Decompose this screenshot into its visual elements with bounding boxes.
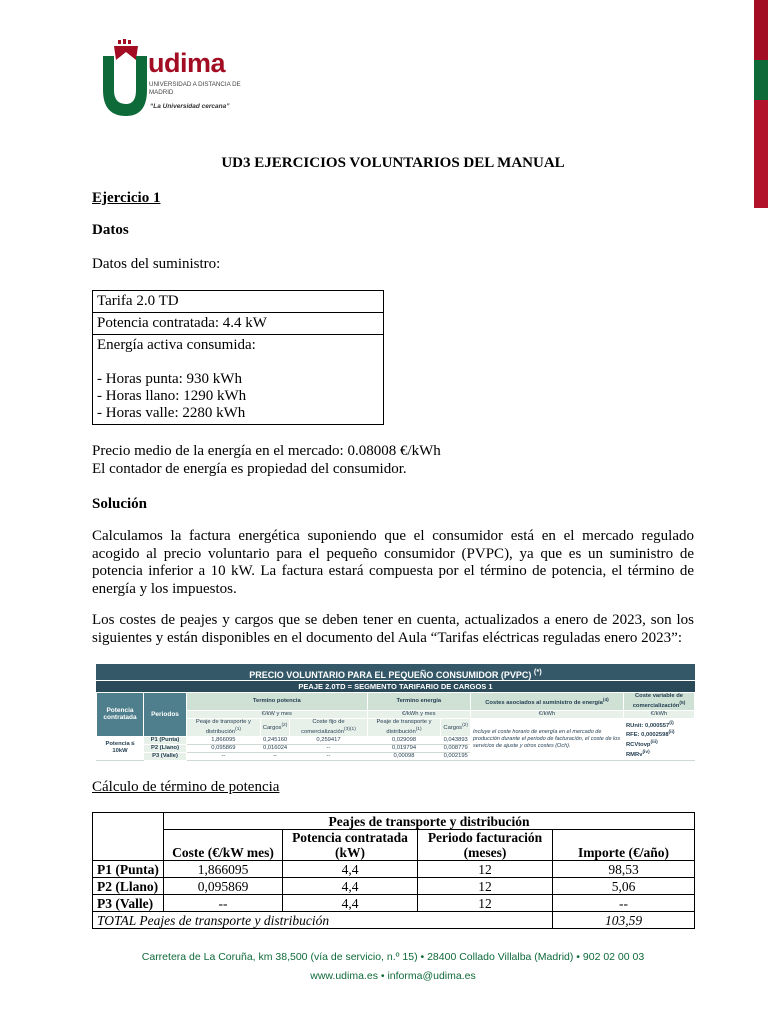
pvpc-variable-item-label: RFE: 0,0002598	[626, 732, 669, 739]
calc-row-periodo: 12	[418, 878, 553, 895]
pvpc-row-cargos-e: 0,043893	[441, 736, 471, 744]
paragraph-1: Calculamos la factura energética suponiendo que el consumidor está en el mercado regulado acogido al precio voluntario para el pequeño consumidor (PVPC), ya que es un suministro de potencia inferior a 10 kW. La factura estará compuesta por el término de potencia, el término de energía y los impuestos.	[92, 528, 694, 597]
calc-row-label: P3 (Valle)	[93, 895, 164, 912]
solucion-heading: Solución	[92, 496, 148, 512]
paragraph-2: Los costes de peajes y cargos que se deben tener en cuenta, actualizados a enero de 2023, son los siguientes y están disponibles en el documento del Aula “Tarifas eléctricas reguladas enero 2023”:	[92, 612, 694, 646]
calc-heading: Cálculo de término de potencia	[92, 779, 280, 795]
edge-bar-red	[754, 0, 768, 60]
pvpc-unit-energia: €/kWh y mes	[367, 710, 470, 718]
pvpc-variable-items	[624, 718, 695, 760]
table-row	[93, 878, 695, 895]
pvpc-title-text: PRECIO VOLUNTARIO PARA EL PEQUEÑO CONSUMIDOR (PVPC)	[249, 670, 532, 680]
calc-row-importe: 5,06	[553, 878, 695, 895]
pvpc-termino-energia: Termino energía	[367, 693, 470, 711]
pvpc-variable-item-label: RCVtovp	[626, 742, 651, 749]
edge-bar-red-lower	[754, 100, 768, 208]
pvpc-unit-kwh-2: €/kWh	[624, 710, 695, 718]
pvpc-coste-variable-text: Coste variable de comercialización	[632, 693, 683, 709]
brand-slogan: “La Universidad cercana”	[150, 103, 230, 110]
pvpc-sub-cargos	[260, 718, 290, 736]
pvpc-title	[96, 664, 695, 680]
calc-header-periodo: Periodo facturación (meses)	[418, 830, 553, 861]
pvpc-row-peaje-e: 0,019794	[367, 744, 441, 752]
pvpc-variable-item-note: (iv)	[642, 750, 650, 756]
calc-row-periodo: 12	[418, 895, 553, 912]
pvpc-row-cargos-e: 0,008779	[441, 744, 471, 752]
pvpc-variable-item-note: (i)	[669, 720, 674, 726]
footer-web: www.udima.es • informa@udima.es	[310, 970, 476, 982]
brand-subtitle: UNIVERSIDAD A DISTANCIA DE MADRID	[149, 81, 241, 96]
pvpc-sub-cargos-e-note: (2)	[462, 723, 468, 729]
pvpc-unit-potencia: €/kW y mes	[187, 710, 368, 718]
pvpc-title-note: (*)	[533, 667, 542, 676]
pvpc-coste-variable	[624, 693, 695, 711]
pvpc-costes-asociados-note: (4)	[602, 697, 609, 703]
calc-total-value: 103,59	[553, 912, 695, 929]
hours-punta: - Horas punta: 930 kWh	[97, 371, 242, 387]
table-row	[93, 895, 695, 912]
pvpc-variable-item-note: (iii)	[650, 740, 658, 746]
pvpc-row-periodo: P2 (Llano)	[144, 744, 187, 752]
calc-row-importe: --	[553, 895, 695, 912]
pvpc-row-fijo: --	[290, 752, 367, 760]
datos-intro: Datos del suministro:	[92, 256, 221, 272]
pvpc-col-periodos: Periodos	[144, 693, 187, 737]
calc-row-potencia: 4,4	[283, 861, 418, 878]
hours-llano: - Horas llano: 1290 kWh	[97, 388, 247, 404]
pvpc-sub-coste-fijo-note: (3)(1)	[344, 726, 356, 732]
pvpc-unit-kwh: €/kWh	[471, 710, 624, 718]
pvpc-row-fijo: --	[290, 744, 367, 752]
energy-cell	[93, 335, 384, 425]
pvpc-variable-item	[626, 739, 692, 749]
edge-bar-green	[754, 60, 768, 100]
tariff-cell: Tarifa 2.0 TD	[93, 291, 384, 313]
pvpc-variable-item-note: (ii)	[668, 730, 675, 736]
calc-row-coste: 1,866095	[164, 861, 283, 878]
pvpc-variable-item-label: RMRv	[626, 752, 643, 759]
calc-empty-corner	[93, 813, 164, 861]
calc-header-importe: Importe (€/año)	[553, 830, 695, 861]
footer-address: Carretera de La Coruña, km 38,500 (vía de servicio, n.º 15) • 28400 Collado Villalba (Madrid) • 902 02 00 03	[141, 951, 645, 963]
pvpc-sub-peajes	[187, 718, 261, 736]
pvpc-sub-peajes-e-text: Peaje de transporte y distribución	[376, 718, 432, 735]
pvpc-coste-variable-note: (5)	[679, 701, 686, 706]
pvpc-variable-item-label: RUnit: 0,000557	[626, 722, 670, 729]
calc-row-potencia: 4,4	[283, 878, 418, 895]
pvpc-costes-note: Incluye el coste horario de energía en el mercado de producción durante el periodo de facturación, el coste de los servicios de ajuste y otros costes (Och).	[471, 718, 624, 760]
pvpc-sub-coste-fijo	[290, 718, 367, 736]
energy-label: Energía activa consumida:	[97, 337, 256, 353]
brand-name: udima	[148, 48, 226, 78]
price-line: Precio medio de la energía en el mercado: 0.08008 €/kWh	[92, 443, 441, 459]
pvpc-sub-peajes-e-note: (1)	[415, 726, 422, 732]
table-total-row	[93, 912, 695, 929]
pvpc-row-periodo: P1 (Punta)	[144, 736, 187, 744]
pvpc-row-peaje-e: 0,00098	[367, 752, 441, 760]
pvpc-row-peaje-e: 0,029098	[367, 736, 441, 744]
pvpc-row-peaje: --	[187, 752, 261, 760]
pvpc-row-periodo: P3 (Valle)	[144, 752, 187, 760]
pvpc-sub-cargos-note: (2)	[281, 723, 288, 729]
calc-row-label: P1 (Punta)	[93, 861, 164, 878]
pvpc-row-cargos: 0,016024	[260, 744, 290, 752]
udima-logo	[100, 38, 280, 118]
table-row	[93, 861, 695, 878]
pvpc-costes-asociados	[471, 693, 624, 711]
pvpc-variable-item	[626, 729, 692, 739]
calc-header-potencia: Potencia contratada (kW)	[283, 830, 418, 861]
page-title: UD3 EJERCICIOS VOLUNTARIOS DEL MANUAL	[221, 155, 565, 171]
pvpc-sub-peajes-note: (1)	[235, 726, 241, 732]
pvpc-tariff-image	[96, 664, 695, 761]
pvpc-subtitle: PEAJE 2.0TD = SEGMENTO TARIFARIO DE CARGOS 1	[96, 680, 695, 692]
calc-row-periodo: 12	[418, 861, 553, 878]
pvpc-row-peaje: 1,866095	[187, 736, 261, 744]
pvpc-table	[96, 692, 695, 761]
pvpc-sub-cargos-e-text: Cargos	[443, 725, 463, 732]
pvpc-sub-peajes-e	[367, 718, 441, 736]
power-cell: Potencia contratada: 4.4 kW	[93, 313, 384, 335]
pvpc-row-cargos: 0,245160	[260, 736, 290, 744]
hours-valle: - Horas valle: 2280 kWh	[97, 405, 246, 421]
pvpc-sub-peajes-text: Peaje de transporte y distribución	[195, 718, 251, 735]
pvpc-row-fijo: 0,259417	[290, 736, 367, 744]
calc-row-coste: --	[164, 895, 283, 912]
udima-u-emblem-icon	[100, 38, 150, 118]
calc-total-label: TOTAL Peajes de transporte y distribución	[93, 912, 553, 929]
pvpc-sub-coste-fijo-text: Coste fijo de comercialización	[301, 718, 345, 735]
supply-data-box	[92, 290, 384, 425]
pvpc-variable-item	[626, 749, 692, 759]
calc-row-coste: 0,095869	[164, 878, 283, 895]
calc-row-importe: 98,53	[553, 861, 695, 878]
pvpc-col-potencia: Potencia contratada	[97, 693, 144, 737]
calc-group-header: Peajes de transporte y distribución	[164, 813, 695, 830]
pvpc-costes-asociados-text: Costes asociados al suministro de energía	[485, 699, 603, 706]
calc-header-coste: Coste (€/kW mes)	[164, 830, 283, 861]
calc-row-label: P2 (Llano)	[93, 878, 164, 895]
pvpc-row-cargos-e: 0,002195	[441, 752, 471, 760]
pvpc-sub-cargos-text: Cargos	[262, 725, 282, 732]
pvpc-variable-item	[626, 720, 692, 730]
pvpc-potencia-label: Potencia ≤ 10kW	[97, 736, 144, 760]
pvpc-row-cargos: --	[260, 752, 290, 760]
calc-row-potencia: 4,4	[283, 895, 418, 912]
pvpc-termino-potencia: Termino potencia	[187, 693, 368, 711]
meter-line: El contador de energía es propiedad del consumidor.	[92, 461, 407, 477]
calc-table	[92, 812, 695, 929]
pvpc-sub-cargos-e	[441, 718, 471, 736]
datos-heading: Datos	[92, 222, 129, 238]
pvpc-row-peaje: 0,095869	[187, 744, 261, 752]
exercise-heading: Ejercicio 1	[92, 190, 161, 206]
